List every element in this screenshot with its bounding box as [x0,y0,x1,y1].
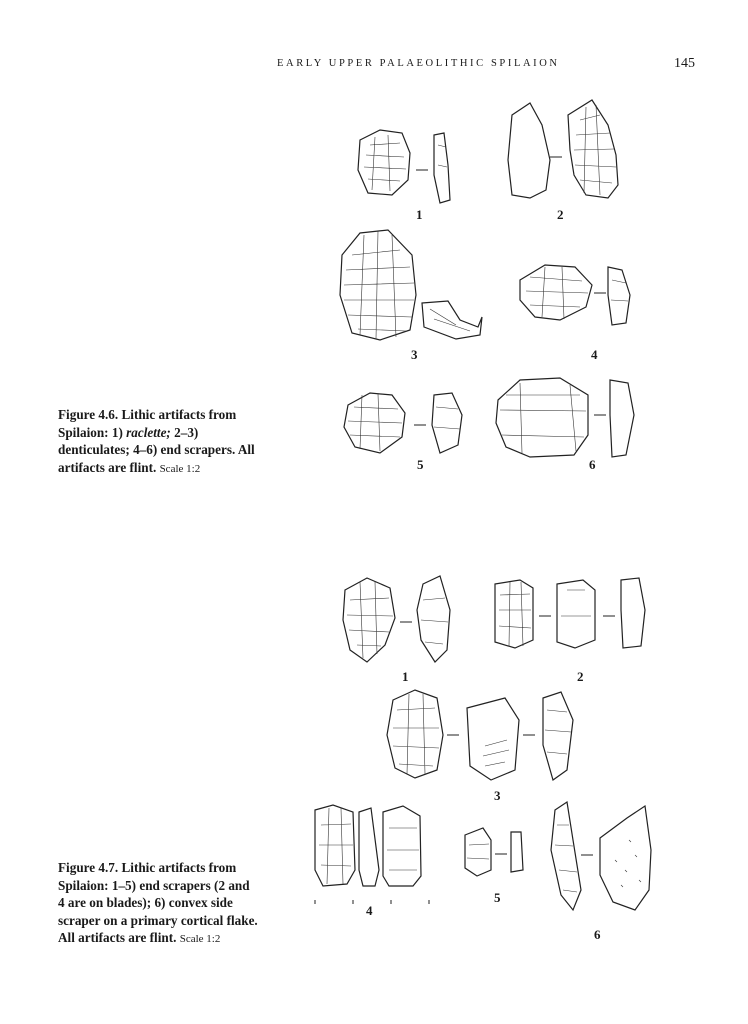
figure-4-7-label-5: 5 [494,890,501,905]
page-number: 145 [674,56,695,71]
figure-4-7-label-2: 2 [577,669,584,684]
figure-4-6-label-1: 1 [416,207,423,222]
caption-4-7-text: Figure 4.7. Lithic artifacts from Spilaion: 1–5) end scrapers (2 and 4 are on blades); 6) convex side scraper on a primary cortical flake. All artifacts are flint. [58,860,258,945]
figure-4-7-svg [305,570,675,915]
caption-4-6-scale: Scale 1:2 [159,462,201,475]
figure-4-7-label-4: 4 [366,903,373,918]
figure-4-7-label-3: 3 [494,788,501,803]
figure-4-6-label-2: 2 [557,207,564,222]
artifact-4-6-6-drawing [496,378,634,457]
figure-4-6-svg [330,95,660,480]
artifact-4-7-6-drawing [551,802,651,910]
artifact-4-7-1-drawing [343,576,450,662]
artifact-4-6-3-drawing [340,230,482,340]
caption-4-6-lead: Figure 4.6. Lithic artifacts from Spilaion: 1) [58,407,237,440]
figure-4-6-caption [58,406,258,478]
figure-4-6-label-3: 3 [411,347,418,362]
figure-4-7-drawings [305,570,675,915]
caption-4-6-rest: 2–3) denticulates; 4–6) end scrapers. All artifacts are flint. [58,424,255,475]
figure-4-6-label-5: 5 [417,457,424,472]
artifact-4-7-4-drawing [315,805,429,904]
caption-4-7-scale: Scale 1:2 [179,933,221,945]
figure-4-6-label-6: 6 [589,457,596,472]
artifact-4-7-3-drawing [387,690,573,780]
artifact-4-7-5-drawing [465,828,523,876]
figure-4-7-caption [58,859,258,949]
artifact-4-6-2-drawing [508,100,618,198]
figure-4-7-label-1: 1 [402,669,409,684]
artifact-4-7-2-drawing [495,578,645,648]
caption-4-6-italic: raclette; [126,424,171,440]
running-head: EARLY UPPER PALAEOLITHIC SPILAION [277,58,560,69]
figure-4-6-drawings [330,95,660,480]
artifact-4-6-4-drawing [520,265,630,325]
figure-4-6-label-4: 4 [591,347,598,362]
figure-4-7-label-6: 6 [594,927,601,942]
artifact-4-6-5-drawing [344,393,462,453]
artifact-4-6-1-drawing [358,130,450,203]
